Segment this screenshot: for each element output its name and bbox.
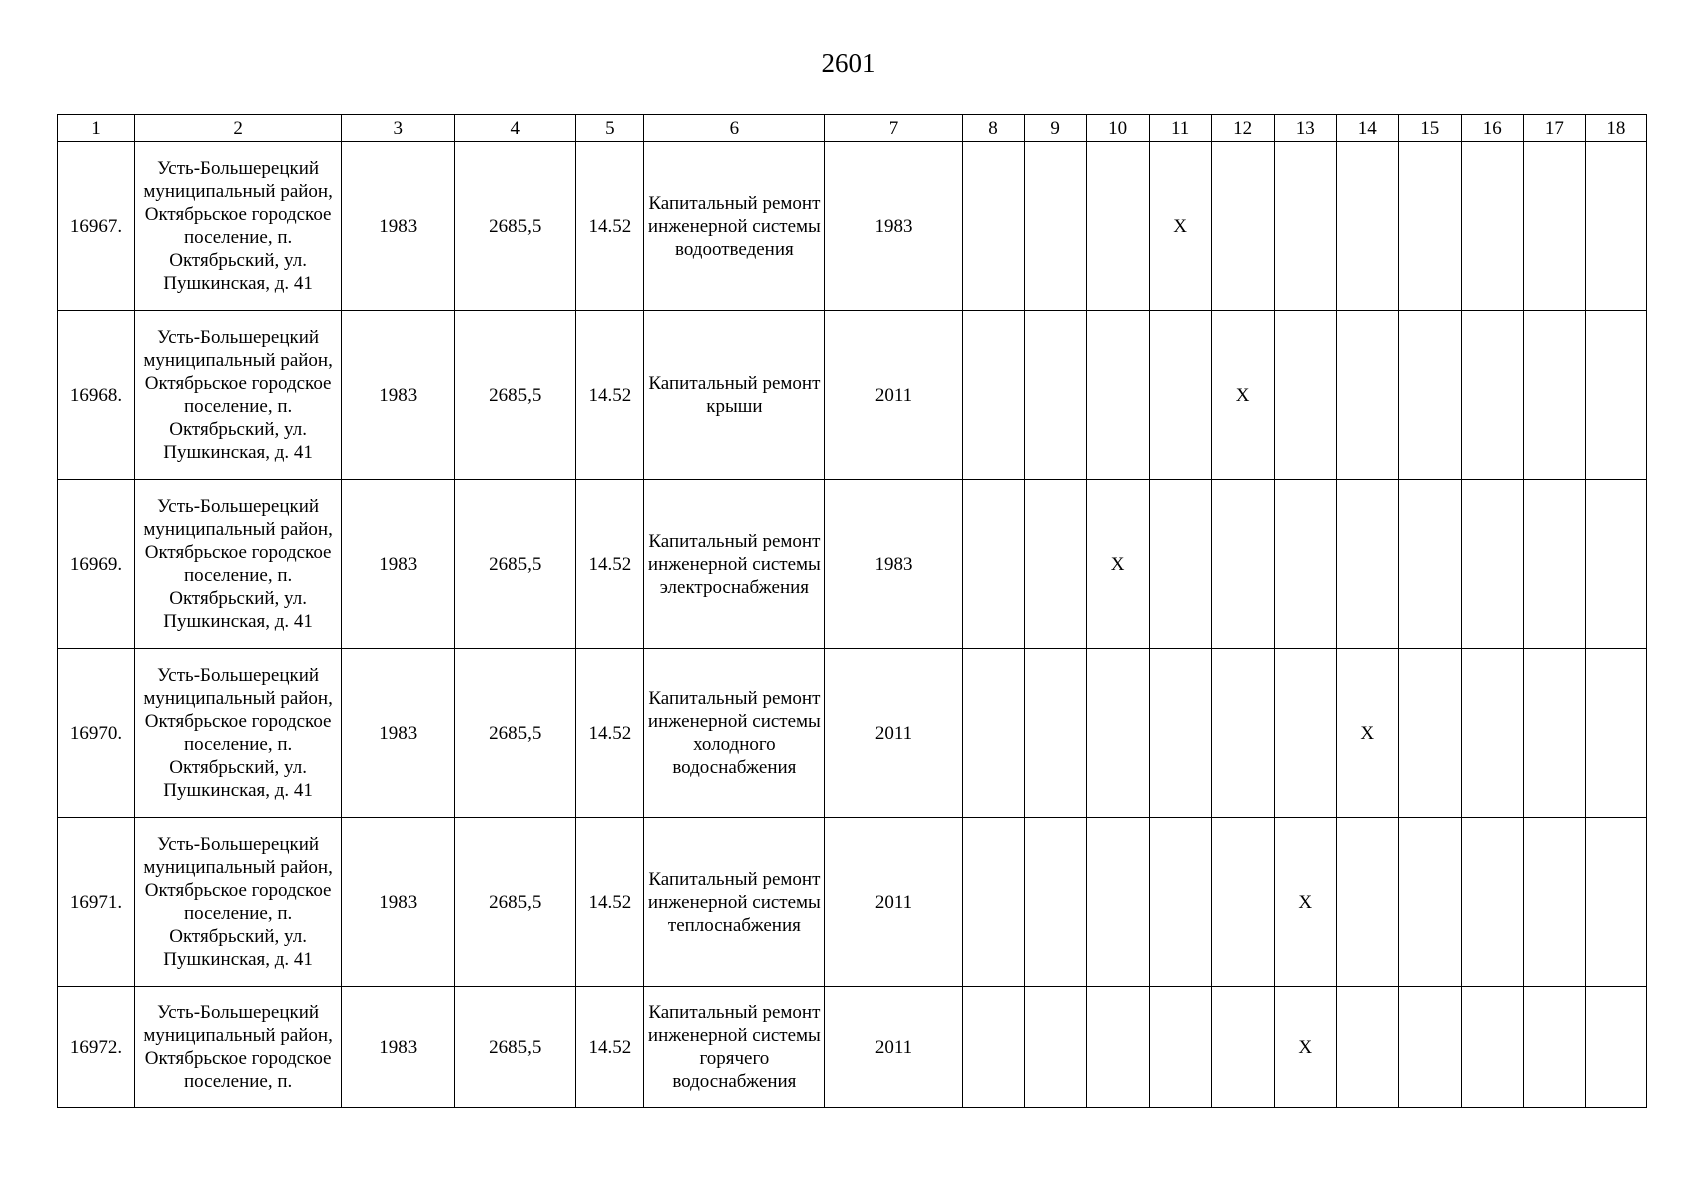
column-header: 4: [455, 115, 576, 142]
empty-cell: [1149, 311, 1211, 480]
area-cell: 2685,5: [455, 311, 576, 480]
empty-cell: [1398, 649, 1461, 818]
empty-cell: [1149, 480, 1211, 649]
mark-cell: X: [1086, 480, 1149, 649]
empty-cell: [962, 818, 1024, 987]
empty-cell: [1398, 480, 1461, 649]
empty-cell: [1211, 818, 1274, 987]
empty-cell: [962, 649, 1024, 818]
year-cell: 1983: [825, 480, 962, 649]
empty-cell: [1086, 649, 1149, 818]
row-number-cell: 16971.: [58, 818, 135, 987]
column-header: 11: [1149, 115, 1211, 142]
empty-cell: [1523, 649, 1585, 818]
column-header: 14: [1336, 115, 1398, 142]
area-cell: 2685,5: [455, 987, 576, 1108]
column-header: 6: [644, 115, 825, 142]
address-cell: Усть-Большерецкий муниципальный район, Октябрьское городское поселение, п. Октябрьский, ул. Пушкинская, д. 41: [135, 649, 342, 818]
empty-cell: [1024, 311, 1086, 480]
column-5-cell: 14.52: [576, 142, 644, 311]
empty-cell: [1336, 311, 1398, 480]
column-5-cell: 14.52: [576, 649, 644, 818]
empty-cell: [1024, 649, 1086, 818]
empty-cell: [1274, 142, 1336, 311]
table-row: [58, 480, 1647, 649]
year-cell: 2011: [825, 987, 962, 1108]
work-type-cell: Капитальный ремонт инженерной системы электроснабжения: [644, 480, 825, 649]
column-5-cell: 14.52: [576, 311, 644, 480]
year-built-cell: 1983: [342, 818, 455, 987]
empty-cell: [1336, 480, 1398, 649]
empty-cell: [1086, 311, 1149, 480]
empty-cell: [1398, 987, 1461, 1108]
year-built-cell: 1983: [342, 311, 455, 480]
empty-cell: [1523, 818, 1585, 987]
empty-cell: [1274, 311, 1336, 480]
page-number: 2601: [821, 48, 876, 78]
empty-cell: [1274, 649, 1336, 818]
address-cell: Усть-Большерецкий муниципальный район, Октябрьское городское поселение, п. Октябрьский, ул. Пушкинская, д. 41: [135, 311, 342, 480]
row-number-cell: 16968.: [58, 311, 135, 480]
mark-cell: X: [1336, 649, 1398, 818]
address-cell: Усть-Большерецкий муниципальный район, Октябрьское городское поселение, п. Октябрьский, ул. Пушкинская, д. 41: [135, 142, 342, 311]
area-cell: 2685,5: [455, 818, 576, 987]
empty-cell: [1461, 987, 1523, 1108]
empty-cell: [1024, 818, 1086, 987]
empty-cell: [962, 480, 1024, 649]
year-built-cell: 1983: [342, 987, 455, 1108]
empty-cell: [1336, 818, 1398, 987]
empty-cell: [1585, 818, 1646, 987]
empty-cell: [1585, 987, 1646, 1108]
empty-cell: [1336, 987, 1398, 1108]
column-header: 18: [1585, 115, 1646, 142]
mark-cell: X: [1211, 311, 1274, 480]
empty-cell: [1398, 818, 1461, 987]
empty-cell: [1585, 142, 1646, 311]
column-header: 17: [1523, 115, 1585, 142]
empty-cell: [1149, 987, 1211, 1108]
column-header: 9: [1024, 115, 1086, 142]
empty-cell: [1211, 649, 1274, 818]
empty-cell: [1585, 311, 1646, 480]
row-number-cell: 16969.: [58, 480, 135, 649]
empty-cell: [1086, 818, 1149, 987]
year-built-cell: 1983: [342, 142, 455, 311]
column-5-cell: 14.52: [576, 818, 644, 987]
empty-cell: [1523, 142, 1585, 311]
empty-cell: [1398, 311, 1461, 480]
column-header: 1: [58, 115, 135, 142]
work-type-cell: Капитальный ремонт инженерной системы холодного водоснабжения: [644, 649, 825, 818]
year-built-cell: 1983: [342, 649, 455, 818]
mark-cell: X: [1149, 142, 1211, 311]
empty-cell: [1086, 142, 1149, 311]
empty-cell: [1585, 480, 1646, 649]
empty-cell: [1211, 480, 1274, 649]
column-header: 3: [342, 115, 455, 142]
column-header: 12: [1211, 115, 1274, 142]
column-header: 8: [962, 115, 1024, 142]
empty-cell: [1523, 480, 1585, 649]
row-number-cell: 16972.: [58, 987, 135, 1108]
empty-cell: [1274, 480, 1336, 649]
work-type-cell: Капитальный ремонт инженерной системы водоотведения: [644, 142, 825, 311]
address-cell: Усть-Большерецкий муниципальный район, Октябрьское городское поселение, п.: [135, 987, 342, 1108]
year-cell: 2011: [825, 649, 962, 818]
area-cell: 2685,5: [455, 649, 576, 818]
empty-cell: [1461, 142, 1523, 311]
work-type-cell: Капитальный ремонт крыши: [644, 311, 825, 480]
column-header: 13: [1274, 115, 1336, 142]
table-row: [58, 987, 1647, 1108]
empty-cell: [962, 142, 1024, 311]
empty-cell: [1461, 480, 1523, 649]
table-body: [58, 142, 1647, 1108]
empty-cell: [1461, 649, 1523, 818]
empty-cell: [1211, 987, 1274, 1108]
header-row: [58, 115, 1647, 142]
empty-cell: [1024, 480, 1086, 649]
empty-cell: [1461, 818, 1523, 987]
column-header: 16: [1461, 115, 1523, 142]
work-type-cell: Капитальный ремонт инженерной системы теплоснабжения: [644, 818, 825, 987]
empty-cell: [1336, 142, 1398, 311]
year-cell: 2011: [825, 818, 962, 987]
column-header: 5: [576, 115, 644, 142]
table-row: [58, 649, 1647, 818]
empty-cell: [1086, 987, 1149, 1108]
empty-cell: [1523, 987, 1585, 1108]
empty-cell: [1024, 142, 1086, 311]
table-row: [58, 311, 1647, 480]
table-row: [58, 818, 1647, 987]
empty-cell: [1149, 818, 1211, 987]
column-5-cell: 14.52: [576, 987, 644, 1108]
column-header: 10: [1086, 115, 1149, 142]
empty-cell: [1523, 311, 1585, 480]
row-number-cell: 16967.: [58, 142, 135, 311]
empty-cell: [1398, 142, 1461, 311]
table-row: [58, 142, 1647, 311]
empty-cell: [1149, 649, 1211, 818]
year-cell: 2011: [825, 311, 962, 480]
column-5-cell: 14.52: [576, 480, 644, 649]
address-cell: Усть-Большерецкий муниципальный район, Октябрьское городское поселение, п. Октябрьский, ул. Пушкинская, д. 41: [135, 818, 342, 987]
empty-cell: [1024, 987, 1086, 1108]
area-cell: 2685,5: [455, 480, 576, 649]
address-cell: Усть-Большерецкий муниципальный район, Октябрьское городское поселение, п. Октябрьский, ул. Пушкинская, д. 41: [135, 480, 342, 649]
year-cell: 1983: [825, 142, 962, 311]
work-type-cell: Капитальный ремонт инженерной системы горячего водоснабжения: [644, 987, 825, 1108]
column-header: 15: [1398, 115, 1461, 142]
empty-cell: [1211, 142, 1274, 311]
year-built-cell: 1983: [342, 480, 455, 649]
mark-cell: X: [1274, 987, 1336, 1108]
area-cell: 2685,5: [455, 142, 576, 311]
empty-cell: [1461, 311, 1523, 480]
empty-cell: [962, 987, 1024, 1108]
row-number-cell: 16970.: [58, 649, 135, 818]
mark-cell: X: [1274, 818, 1336, 987]
empty-cell: [1585, 649, 1646, 818]
column-header: 7: [825, 115, 962, 142]
empty-cell: [962, 311, 1024, 480]
column-header: 2: [135, 115, 342, 142]
registry-table: [57, 114, 1647, 1108]
